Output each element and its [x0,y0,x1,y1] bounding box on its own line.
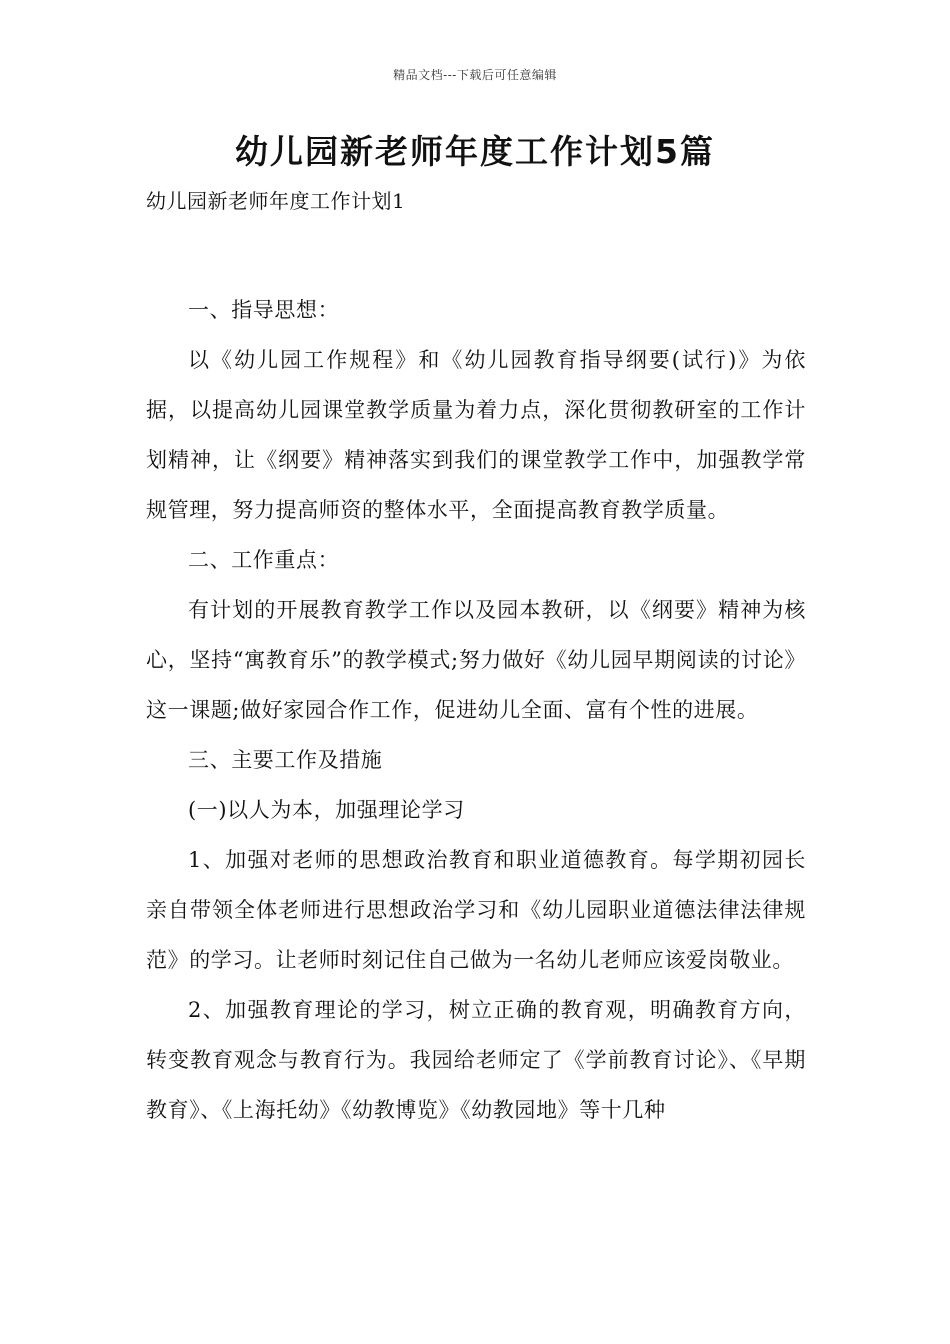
heading-guiding-thought: 一、指导思想： [188,298,340,322]
document-title: 幼儿园新老师年度工作计划5篇 [235,132,715,171]
heading-main-work: 三、主要工作及措施 [188,748,383,772]
paragraph-item-1: 1、加强对老师的思想政治教育和职业道德教育。每学期初园长亲自带领全体老师进行思想政治学习和《幼儿园职业道德法律法律规范》的学习。让老师时刻记住自己做为一名幼儿老师应该爱岗敬业。 [146,848,806,972]
heading-work-focus: 二、工作重点： [188,548,340,572]
section-subtitle: 幼儿园新老师年度工作计划1 [146,189,406,213]
heading-people-oriented: (一)以人为本，加强理论学习 [188,798,465,822]
paragraph-guiding-thought: 以《幼儿园工作规程》和《幼儿园教育指导纲要(试行)》为依据，以提高幼儿园课堂教学质量为着力点，深化贯彻教研室的工作计划精神，让《纲要》精神落实到我们的课堂教学工作中，加强教学常规管理，努力提高师资的整体水平，全面提高教育教学质量。 [146,348,806,522]
header-note: 精品文档---下载后可任意编辑 [393,68,557,82]
document-body [146,285,806,1135]
paragraph-item-2: 2、加强教育理论的学习，树立正确的教育观，明确教育方向，转变教育观念与教育行为。我园给老师定了《学前教育讨论》、《早期教育》、《上海托幼》《幼教博览》《幼教园地》等十几种 [146,998,806,1122]
paragraph-work-focus: 有计划的开展教育教学工作以及园本教研，以《纲要》精神为核心，坚持“寓教育乐”的教学模式;努力做好《幼儿园早期阅读的讨论》这一课题;做好家园合作工作，促进幼儿全面、富有个性的进展。 [146,598,806,722]
